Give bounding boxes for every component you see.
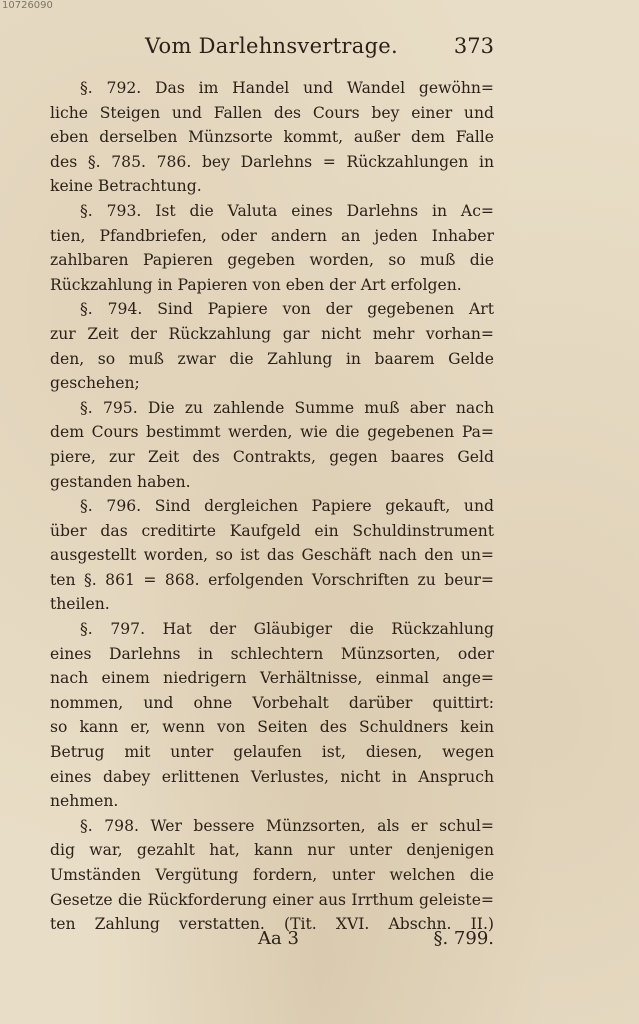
signature-mark: Aa 3 xyxy=(258,928,299,949)
text-line: §. 797. Hat der Gläubiger die Rückzahlung xyxy=(80,620,494,639)
text-line: ten §. 861 = 868. erfolgenden Vorschriften zu beur= xyxy=(50,570,494,589)
text-line: geschehen; xyxy=(50,374,140,393)
paragraph-794 xyxy=(50,297,494,395)
text-line: piere, zur Zeit des Contrakts, gegen baares Geld xyxy=(50,447,494,466)
text-line: ten Zahlung verstatten. (Tit. XVI. Abschn. II.) xyxy=(50,915,494,934)
text-line: §. 792. Das im Handel und Wandel gewöhn= xyxy=(80,79,494,97)
text-line: liche Steigen und Fallen des Cours bey einer und xyxy=(50,103,494,122)
text-line: nach einem niedrigern Verhältnisse, einmal ange= xyxy=(50,669,494,688)
text-line: §. 793. Ist die Valuta eines Darlehns in Ac= xyxy=(80,201,494,220)
text-line: zur Zeit der Rückzahlung gar nicht mehr vorhan= xyxy=(50,324,494,343)
page-header xyxy=(50,32,494,68)
text-line: §. 798. Wer bessere Münzsorten, als er schul= xyxy=(80,816,494,835)
text-line: eines Darlehns in schlechtern Münzsorten, oder xyxy=(50,644,494,663)
text-line: gestanden haben. xyxy=(50,472,191,491)
paragraph-797 xyxy=(50,617,494,814)
text-line: den, so muß zwar die Zahlung in baarem Gelde xyxy=(50,349,494,368)
page-footer xyxy=(50,926,494,956)
text-line: keine Betrachtung. xyxy=(50,177,202,196)
body-text xyxy=(50,76,494,937)
text-line: §. 795. Die zu zahlende Summe muß aber nach xyxy=(80,398,494,417)
text-line: dem Cours bestimmt werden, wie die gegebenen Pa= xyxy=(50,423,494,442)
paragraph-795 xyxy=(50,396,494,494)
paragraph-792 xyxy=(50,76,494,199)
text-line: Betrug mit unter gelaufen ist, diesen, wegen xyxy=(50,743,494,762)
text-line: dig war, gezahlt hat, kann nur unter denjenigen xyxy=(50,841,494,860)
text-line: über das creditirte Kaufgeld ein Schuldinstrument xyxy=(50,521,494,540)
page-number: 373 xyxy=(453,34,494,58)
text-line: theilen. xyxy=(50,595,110,614)
text-line: §. 796. Sind dergleichen Papiere gekauft, und xyxy=(80,497,494,516)
paragraph-793 xyxy=(50,199,494,297)
text-line: eines dabey erlittenen Verlustes, nicht in Anspruch xyxy=(50,767,494,786)
running-title: Vom Darlehnsvertrage. xyxy=(145,34,399,58)
catchword: §. 799. xyxy=(433,928,494,949)
text-line: ausgestellt worden, so ist das Geschäft nach den un= xyxy=(50,546,494,565)
text-line: zahlbaren Papieren gegeben worden, so muß die xyxy=(50,251,494,270)
text-line: Gesetze die Rückforderung einer aus Irrthum geleiste= xyxy=(50,890,494,909)
paragraph-798 xyxy=(50,814,494,937)
text-line: nommen, und ohne Vorbehalt darüber quittirt: xyxy=(50,693,494,712)
text-line: nehmen. xyxy=(50,792,119,811)
text-line: Rückzahlung in Papieren von eben der Art erfolgen. xyxy=(50,275,462,294)
library-stamp: 10726090 xyxy=(2,0,53,11)
text-line: des §. 785. 786. bey Darlehns = Rückzahlungen in xyxy=(50,152,494,171)
text-line: §. 794. Sind Papiere von der gegebenen Art xyxy=(80,300,494,319)
text-line: so kann er, wenn von Seiten des Schuldners kein xyxy=(50,718,494,737)
text-line: tien, Pfandbriefen, oder andern an jeden Inhaber xyxy=(50,226,494,245)
paragraph-796 xyxy=(50,494,494,617)
text-line: Umständen Vergütung fordern, unter welchen die xyxy=(50,866,494,884)
text-line: eben derselben Münzsorte kommt, außer dem Falle xyxy=(50,128,494,147)
